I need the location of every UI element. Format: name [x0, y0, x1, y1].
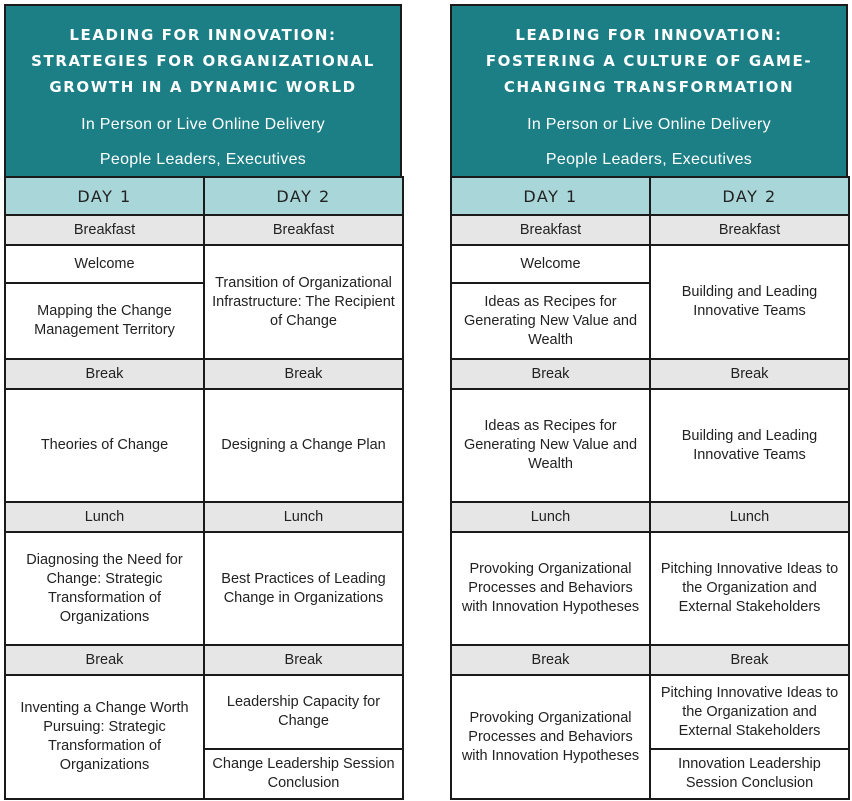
day-1-session-2: Theories of Change [5, 389, 204, 502]
day-2-session-2: Building and Leading Innovative Teams [650, 389, 849, 502]
audience: People Leaders, Executives [545, 151, 753, 168]
break-slot: Break [451, 359, 650, 389]
day-1-header: DAY 1 [5, 177, 204, 215]
delivery-format: In Person or Live Online Delivery [527, 116, 771, 133]
day-2-session-3: Best Practices of Leading Change in Organizations [204, 532, 403, 645]
break-slot: Break [451, 645, 650, 675]
breakfast-slot: Breakfast [204, 215, 403, 245]
breakfast-slot: Breakfast [650, 215, 849, 245]
delivery-format: In Person or Live Online Delivery [81, 116, 325, 133]
breakfast-slot: Breakfast [5, 215, 204, 245]
day-1-session-1: Ideas as Recipes for Generating New Value and Wealth [451, 283, 650, 359]
session-conclusion: Innovation Leadership Session Conclusion [650, 749, 849, 799]
break-slot: Break [650, 645, 849, 675]
welcome-session: Welcome [451, 245, 650, 283]
day-1-session-2: Ideas as Recipes for Generating New Value and Wealth [451, 389, 650, 502]
lunch-slot: Lunch [650, 502, 849, 532]
day-2-session-1: Building and Leading Innovative Teams [650, 245, 849, 359]
day-2-session-2: Designing a Change Plan [204, 389, 403, 502]
day-1-session-3: Diagnosing the Need for Change: Strategic Transformation of Organizations [5, 532, 204, 645]
audience: People Leaders, Executives [99, 151, 307, 168]
break-slot: Break [5, 359, 204, 389]
break-slot: Break [650, 359, 849, 389]
day-2-session-4: Pitching Innovative Ideas to the Organization and External Stakeholders [650, 675, 849, 749]
break-slot: Break [204, 645, 403, 675]
day-1-session-3: Provoking Organizational Processes and Behaviors with Innovation Hypotheses [451, 532, 650, 645]
day-2-header: DAY 2 [204, 177, 403, 215]
day-2-session-1: Transition of Organizational Infrastructure: The Recipient of Change [204, 245, 403, 359]
day-2-session-4: Leadership Capacity for Change [204, 675, 403, 749]
welcome-session: Welcome [5, 245, 204, 283]
schedule-table [450, 176, 850, 800]
day-1-header: DAY 1 [451, 177, 650, 215]
day-1-session-4: Provoking Organizational Processes and Behaviors with Innovation Hypotheses [451, 675, 650, 799]
program-header [450, 4, 848, 176]
program-title: LEADING FOR INNOVATION: STRATEGIES FOR ORGANIZATIONAL GROWTH IN A DYNAMIC WORLD [31, 26, 375, 96]
lunch-slot: Lunch [5, 502, 204, 532]
schedule-table [4, 176, 404, 800]
day-1-session-1: Mapping the Change Management Territory [5, 283, 204, 359]
breakfast-slot: Breakfast [451, 215, 650, 245]
program-title: LEADING FOR INNOVATION: FOSTERING A CULTURE OF GAME-CHANGING TRANSFORMATION [485, 26, 813, 96]
program-header [4, 4, 402, 176]
break-slot: Break [204, 359, 403, 389]
lunch-slot: Lunch [204, 502, 403, 532]
program-card-strategies [4, 4, 402, 800]
day-1-session-4: Inventing a Change Worth Pursuing: Strategic Transformation of Organizations [5, 675, 204, 799]
day-2-session-3: Pitching Innovative Ideas to the Organization and External Stakeholders [650, 532, 849, 645]
session-conclusion: Change Leadership Session Conclusion [204, 749, 403, 799]
day-2-header: DAY 2 [650, 177, 849, 215]
lunch-slot: Lunch [451, 502, 650, 532]
program-card-culture [450, 4, 848, 800]
break-slot: Break [5, 645, 204, 675]
